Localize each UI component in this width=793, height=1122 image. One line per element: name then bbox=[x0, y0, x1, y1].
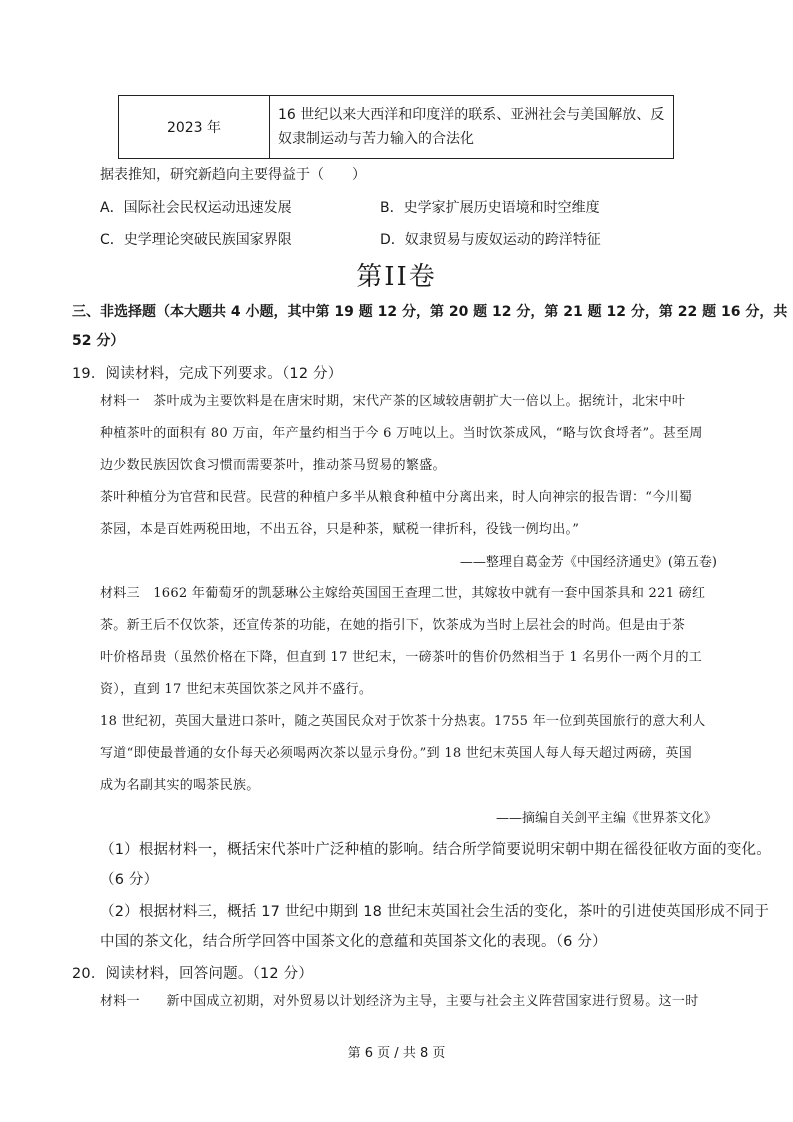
option-a: A．国际社会民权运动迅速发展 bbox=[100, 200, 292, 216]
material-line: 种植茶叶的面积有 80 万亩，年产量约相当于今 6 万吨以上。当时饮茶成风，“略与饮食埒者”。甚至周 bbox=[100, 426, 703, 441]
material-line: 材料一 茶叶成为主要饮料是在唐宋时期，宋代产茶的区域较唐朝扩大一倍以上。据统计，北宋中叶 bbox=[100, 394, 686, 409]
info-table bbox=[118, 95, 674, 159]
material-line: 茶叶种植分为官营和民营。民营的种植户多半从粮食种植中分离出来，时人向神宗的报告谓：“今川蜀 bbox=[100, 490, 693, 505]
section-header: 三、非选择题（本大题共 4 小题，其中第 19 题 12 分，第 20 题 12 分，第 21 题 12 分，第 22 题 16 分，共 bbox=[72, 304, 788, 320]
material-source: ——整理自葛金芳《中国经济通史》(第五卷) bbox=[459, 555, 717, 570]
sub-question-2: （2）根据材料三，概括 17 世纪中期到 18 世纪末英国社会生活的变化，茶叶的引进使英国形成不同于 bbox=[100, 904, 770, 920]
q20-title: 20．阅读材料，回答问题。（12 分） bbox=[72, 966, 314, 982]
material-line: 材料一 新中国成立初期，对外贸易以计划经济为主导，主要与社会主义阵营国家进行贸易。这一时 bbox=[100, 994, 699, 1009]
material-line: 边少数民族因饮食习惯而需要茶叶，推动茶马贸易的繁盛。 bbox=[100, 458, 446, 473]
material-line: 资），直到 17 世纪末英国饮茶之风并不盛行。 bbox=[100, 682, 373, 697]
option-b: B．史学家扩展历史语境和时空维度 bbox=[380, 200, 600, 216]
question-stem: 据表推知，研究新趋向主要得益于（ ） bbox=[100, 167, 366, 183]
page-footer: 第 6 页 / 共 8 页 bbox=[347, 1046, 446, 1061]
section-header-cont: 52 分） bbox=[72, 333, 125, 349]
material-line: 18 世纪初，英国大量进口茶叶，随之英国民众对于饮茶十分热衷。1755 年一位到英国旅行的意大利人 bbox=[100, 714, 706, 729]
material-source: ——摘编自关剑平主编《世界茶文化》 bbox=[495, 811, 717, 826]
material-line: 茶园，本是百姓两税田地，不出五谷，只是种茶，赋税一律折科，役钱一例均出。” bbox=[100, 522, 580, 537]
q19-title: 19．阅读材料，完成下列要求。（12 分） bbox=[72, 366, 343, 382]
option-c: C．史学理论突破民族国家界限 bbox=[100, 232, 292, 248]
material-line: 写道“即使最普通的女仆每天必须喝两次茶以显示身份。”到 18 世纪末英国人每人每天超过两磅，英国 bbox=[100, 746, 692, 761]
sub-question-2-cont: 中国的茶文化，结合所学回答中国茶文化的意蕴和英国茶文化的表现。（6 分） bbox=[100, 934, 607, 950]
material-line: 叶价格昂贵（虽然价格在下降，但直到 17 世纪末，一磅茶叶的售价仍然相当于 1 名男仆一两个月的工 bbox=[100, 650, 703, 665]
sub-question-1: （1）根据材料一，概括宋代茶叶广泛种植的影响。结合所学简要说明宋朝中期在徭役征收方面的变化。 bbox=[100, 842, 771, 858]
material-line: 成为名副其实的喝茶民族。 bbox=[100, 778, 260, 793]
section-title: 第II卷 bbox=[356, 262, 437, 292]
table-row bbox=[119, 96, 674, 159]
table-cell-desc: 16 世纪以来大西洋和印度洋的联系、亚洲社会与美国解放、反奴隶制运动与苦力输入的合法化 bbox=[270, 96, 674, 159]
material-line: 材料三 1662 年葡萄牙的凯瑟琳公主嫁给英国国王查理二世，其嫁妆中就有一套中国茶具和 221 磅红 bbox=[100, 586, 706, 601]
material-line: 茶。新王后不仅饮茶，还宣传茶的功能，在她的指引下，饮茶成为当时上层社会的时尚。但是由于茶 bbox=[100, 618, 686, 633]
option-d: D．奴隶贸易与废奴运动的跨洋特征 bbox=[380, 232, 601, 248]
table-cell-year: 2023 年 bbox=[119, 96, 270, 159]
sub-question-1-score: （6 分） bbox=[100, 872, 159, 888]
